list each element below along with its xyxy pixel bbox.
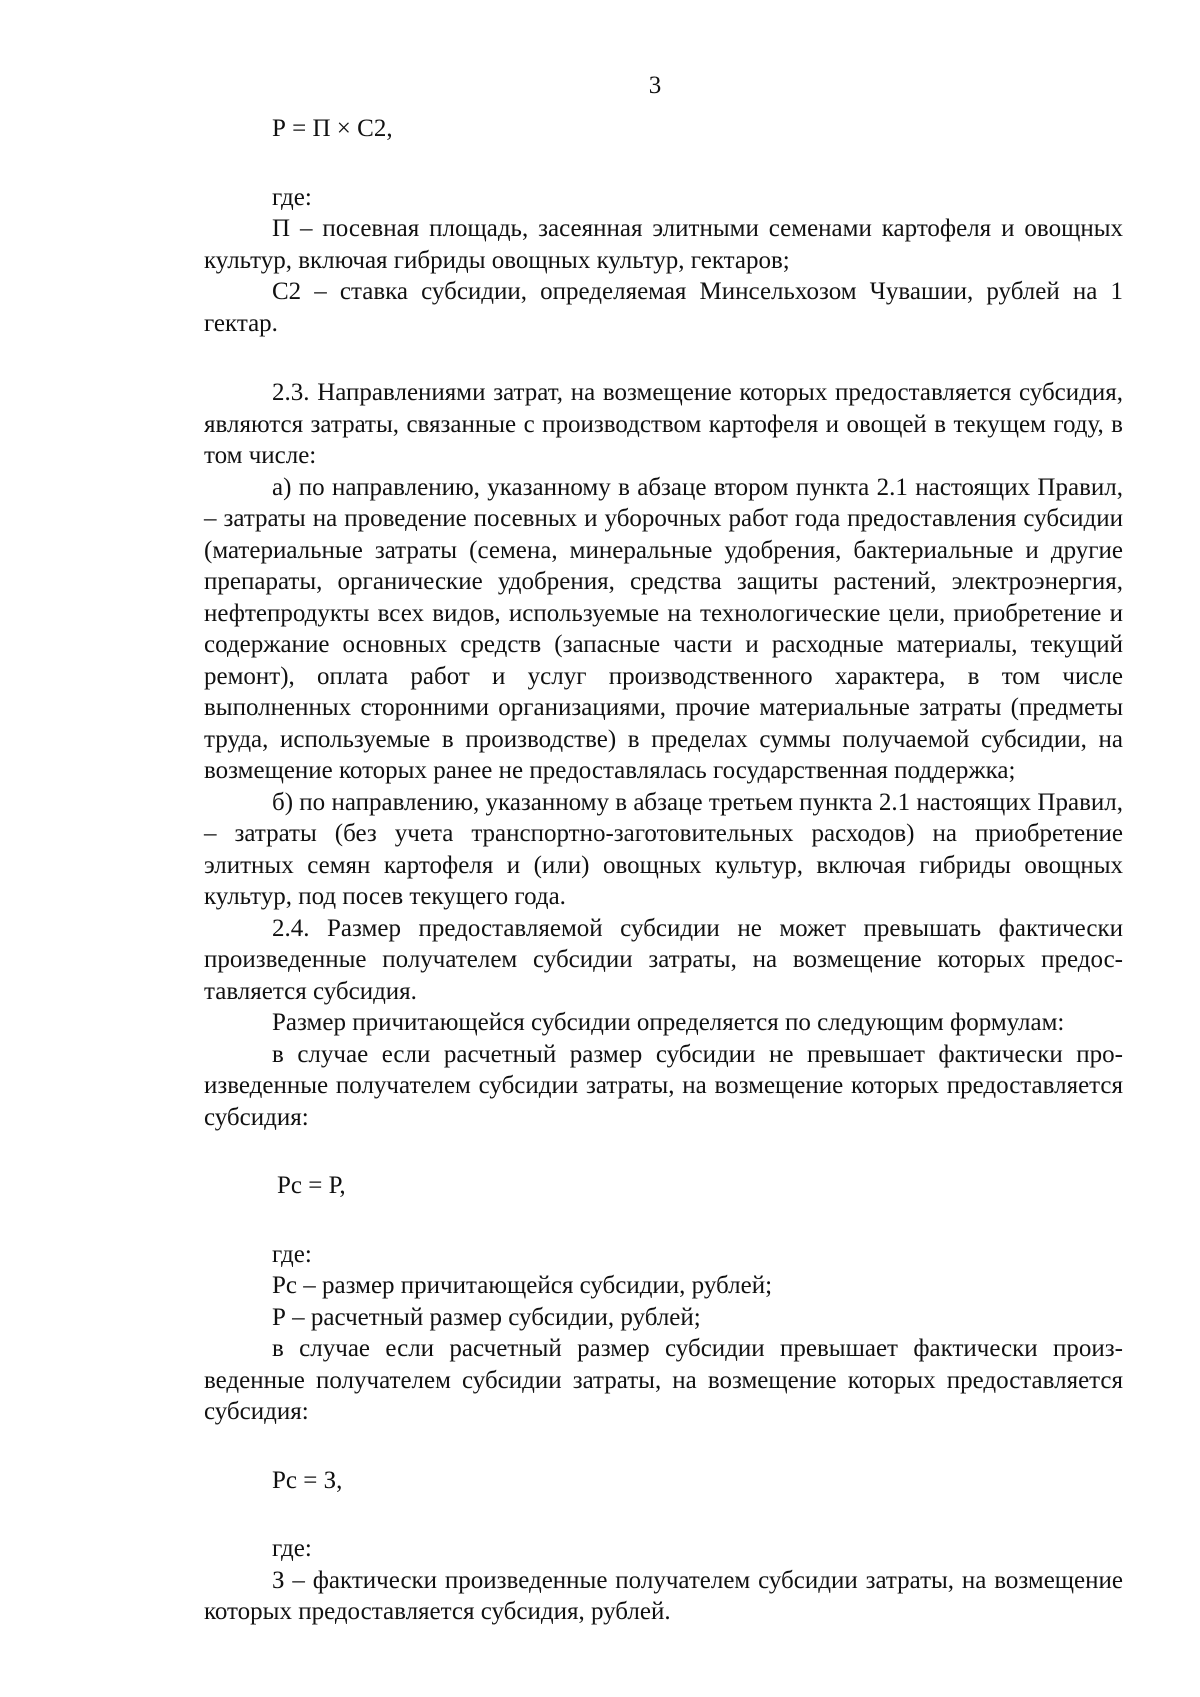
paragraph-case-2: в случае если расчетный размер субсидии превышает фактически произведенные получателем субсидии затраты, на возмещение которых предоставляется субсидия: (204, 1335, 1123, 1425)
paragraph-case-1: в случае если расчетный размер субсидии не превышает фактически произведенные получателем субсидии затраты, на возмещение которых предоставляется субсидия: (204, 1040, 1123, 1131)
definition-rc: Рс – размер причитающейся субсидии, рублей; (272, 1272, 773, 1299)
paragraph-subsidy-size: Размер причитающейся субсидии определяется по следующим формулам: (272, 1009, 1065, 1036)
formula-r: Р = П × С2, (272, 115, 393, 142)
formula-rc-equals-z: Рс = З, (272, 1466, 343, 1494)
where-label: где: (272, 183, 312, 211)
formula-rc-equals-r: Рс = Р, (277, 1172, 346, 1199)
where-label: где: (272, 1535, 312, 1562)
paragraph-2-3-b: б) по направлению, указанному в абзаце третьем пункта 2.1 настоящих Правил, – затраты (без учета транспортно-заготовительных расходов) на приобретение элитных семян картофеля и (или) овощных культур, включая гибриды овощных культур, под посев текущего года. (204, 788, 1123, 910)
paragraph-2-4: 2.4. Размер предоставляемой субсидии не может превышать фактически произведенные получателем субсидии затраты, на возмещение которых предоставляется субсидия. (204, 914, 1123, 1005)
where-label: где: (272, 1240, 312, 1268)
definition-r: Р – расчетный размер субсидии, рублей; (272, 1303, 701, 1331)
page-number: 3 (648, 72, 662, 99)
paragraph-2-3: 2.3. Направлениями затрат, на возмещение которых предоставляется субсидия, являются затраты, связанные с производством картофеля и овощей в текущем году, в том числе: (204, 379, 1123, 469)
paragraph-2-3-a: а) по направлению, указанному в абзаце втором пункта 2.1 настоящих Правил, – затраты на проведение посевных и уборочных работ года предоставления субсидии (материальные затраты (семена, минеральные удобрения, бактериальные и другие препараты, органические удобрения, средства защиты растений, электроэнергия, нефтепродукты всех видов, используемые на технологические цели, приобретение и содержание основных средств (запасные части и расходные материалы, текущий ремонт), оплата работ и услуг производственного характера, в том числе выполненных сторонними организациями, прочие материальные затраты (предметы труда, используемые в производстве) в пределах суммы получаемой субсидии, на возмещение которых ранее не предоставлялась государственная поддержка; (204, 473, 1123, 784)
definition-z: З – фактически произведенные получателем субсидии затраты, на возмещение которых предоставляется субсидия, рублей. (204, 1566, 1123, 1625)
definition-p: П – посевная площадь, засеянная элитными семенами картофеля и овощных культур, включая гибриды овощных культур, гектаров; (204, 215, 1123, 274)
definition-c2: С2 – ставка субсидии, определяемая Минсельхозом Чувашии, рублей на 1 гектар. (204, 278, 1123, 337)
document-body (204, 113, 1123, 1628)
